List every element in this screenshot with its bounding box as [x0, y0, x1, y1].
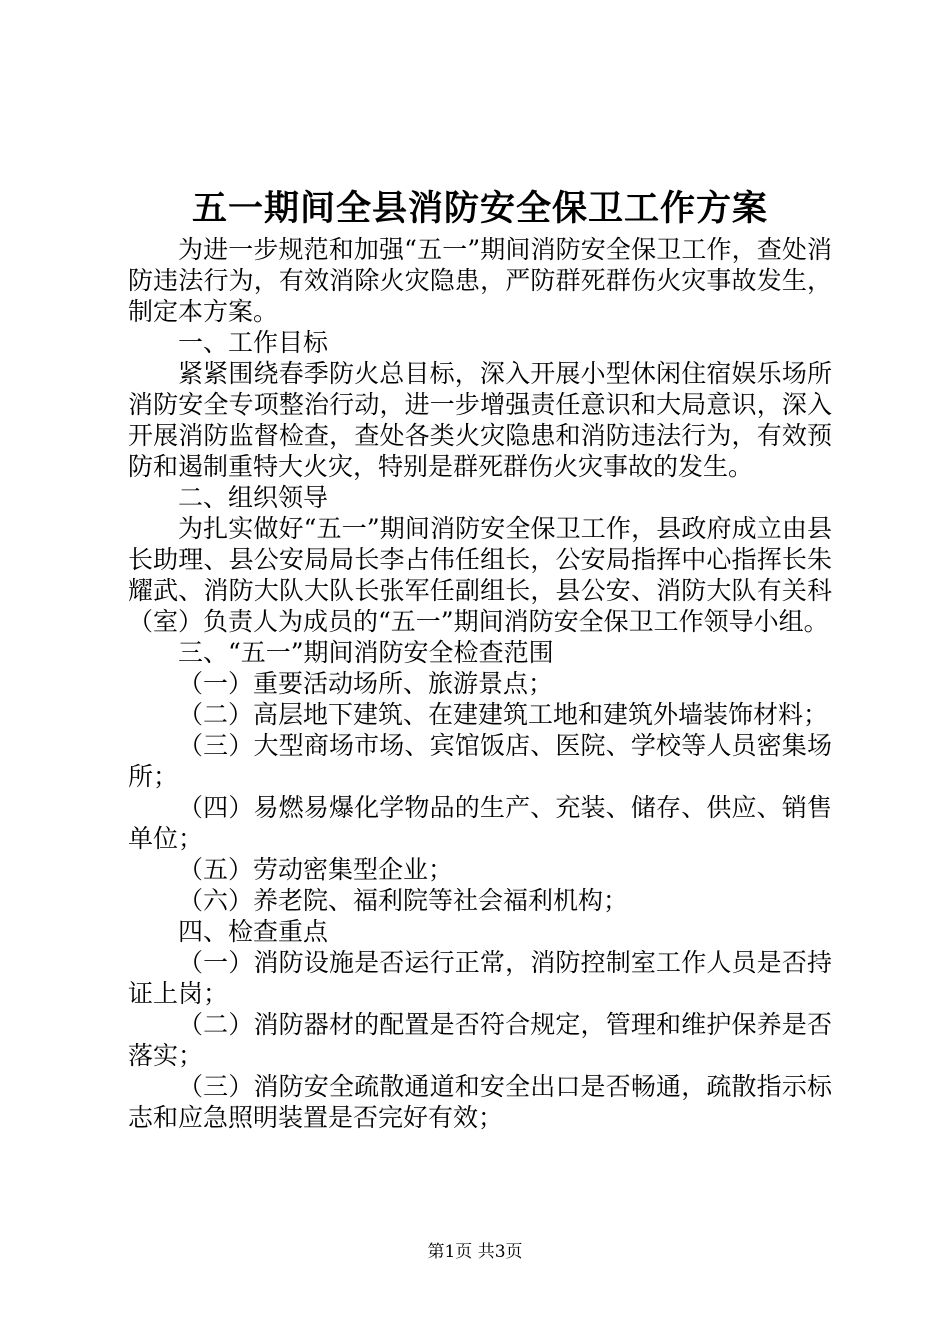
list-item: （二）消防器材的配置是否符合规定，管理和维护保养是否落实；: [128, 1010, 832, 1070]
document-title: 五一期间全县消防安全保卫工作方案: [191, 188, 768, 229]
list-item: （三）消防安全疏散通道和安全出口是否畅通，疏散指示标志和应急照明装置是否完好有效；: [128, 1072, 832, 1132]
list-item: （三）大型商场市场、宾馆饭店、医院、学校等人员密集场所；: [128, 731, 832, 791]
section-heading-1: 一、工作目标: [178, 328, 329, 357]
page-footer: 第1页 共3页: [427, 1242, 523, 1262]
section-heading-2: 二、组织领导: [178, 483, 329, 512]
paragraph-intro: 为进一步规范和加强“五一”期间消防安全保卫工作，查处消防违法行为，有效消除火灾隐患，严防群死群伤火灾事故发生，制定本方案。: [128, 235, 832, 326]
list-item: （五）劳动密集型企业；: [178, 855, 454, 884]
list-item: （一）消防设施是否运行正常，消防控制室工作人员是否持证上岗；: [128, 948, 832, 1008]
list-item: （六）养老院、福利院等社会福利机构；: [178, 886, 629, 915]
list-item: （二）高层地下建筑、在建建筑工地和建筑外墙装饰材料；: [178, 700, 829, 729]
paragraph-leadership: 为扎实做好“五一”期间消防安全保卫工作，县政府成立由县长助理、县公安局局长李占伟任组长，公安局指挥中心指挥长朱耀武、消防大队大队长张军任副组长，县公安、消防大队有关科（室）负责人为成员的“五一”期间消防安全保卫工作领导小组。: [128, 514, 832, 636]
section-heading-3: 三、“五一”期间消防安全检查范围: [178, 638, 554, 667]
document-body: [128, 234, 832, 1133]
section-heading-4: 四、检查重点: [178, 917, 329, 946]
paragraph-goal: 紧紧围绕春季防火总目标，深入开展小型休闲住宿娱乐场所消防安全专项整治行动，进一步增强责任意识和大局意识，深入开展消防监督检查，查处各类火灾隐患和消防违法行为，有效预防和遏制重特大火灾，特别是群死群伤火灾事故的发生。: [128, 359, 832, 481]
list-item: （四）易燃易爆化学物品的生产、充装、储存、供应、销售单位；: [128, 793, 832, 853]
list-item: （一）重要活动场所、旅游景点；: [178, 669, 554, 698]
